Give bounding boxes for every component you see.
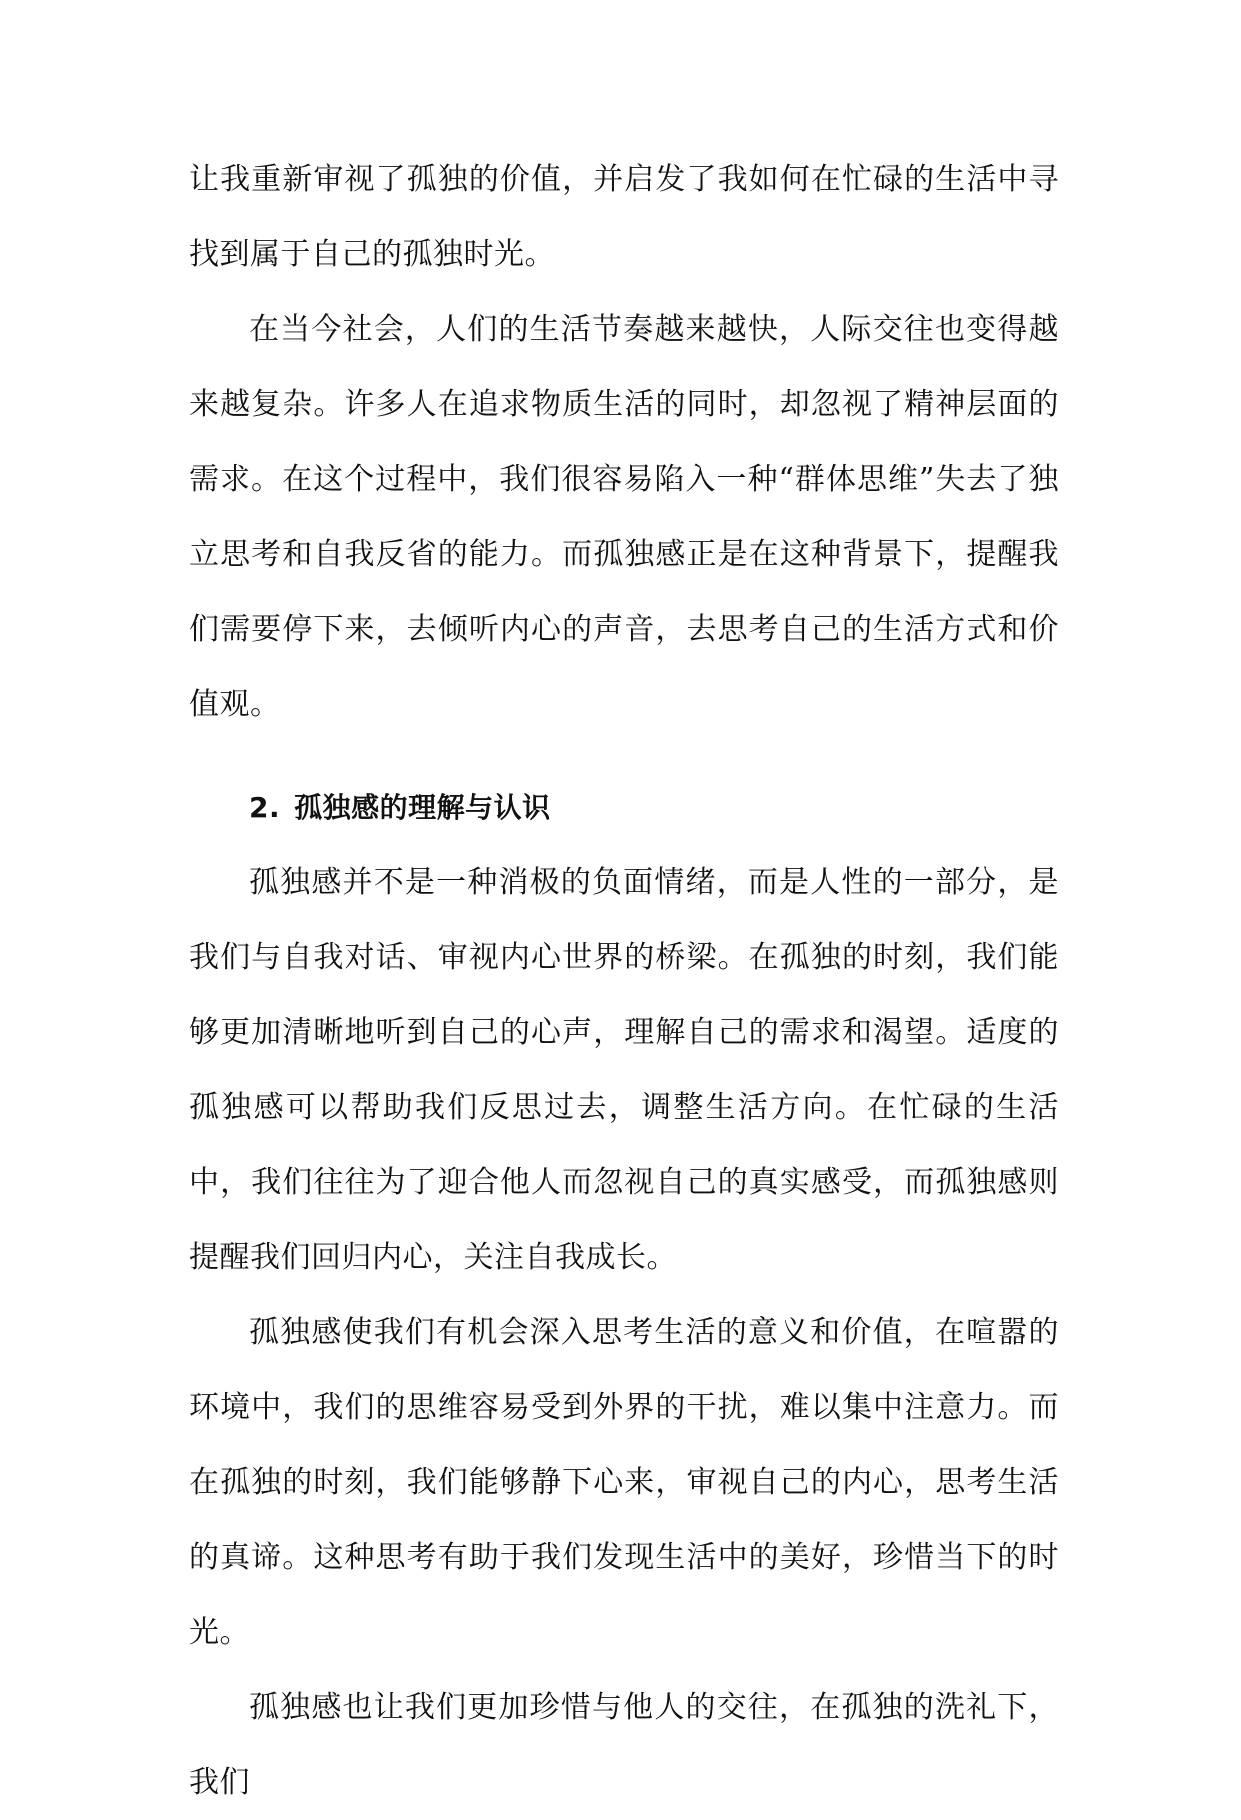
paragraph-modern-society: 在当今社会，人们的生活节奏越来越快，人际交往也变得越来越复杂。许多人在追求物质生活的同时，却忽视了精神层面的需求。在这个过程中，我们很容易陷入一种“群体思维”失去了独立思考和自我反省的能力。而孤独感正是在这种背景下，提醒我们需要停下来，去倾听内心的声音，去思考自己的生活方式和价值观。 bbox=[189, 312, 1059, 722]
section-number: 2. bbox=[249, 791, 281, 824]
paragraph-understanding: 孤独感并不是一种消极的负面情绪，而是人性的一部分，是我们与自我对话、审视内心世界的桥梁。在孤独的时刻，我们能够更加清晰地听到自己的心声，理解自己的需求和渴望。适度的孤独感可以帮助我们反思过去，调整生活方向。在忙碌的生活中，我们往往为了迎合他人而忽视自己的真实感受，而孤独感则提醒我们回归内心，关注自我成长。 bbox=[189, 865, 1059, 1275]
paragraph-meaning-of-life: 孤独感使我们有机会深入思考生活的意义和价值，在喧嚣的环境中，我们的思维容易受到外界的干扰，难以集中注意力。而在孤独的时刻，我们能够静下心来，审视自己的内心，思考生活的真谛。这种思考有助于我们发现生活中的美好，珍惜当下的时光。 bbox=[189, 1315, 1059, 1650]
paragraph-continuation: 让我重新审视了孤独的价值，并启发了我如何在忙碌的生活中寻找到属于自己的孤独时光。 bbox=[189, 162, 1059, 272]
section-title: 孤独感的理解与认识 bbox=[294, 791, 551, 824]
section-heading bbox=[189, 770, 1059, 845]
paragraph-cherish-others: 孤独感也让我们更加珍惜与他人的交往，在孤独的洗礼下，我们 bbox=[189, 1690, 1059, 1800]
document-body bbox=[189, 142, 1059, 1820]
